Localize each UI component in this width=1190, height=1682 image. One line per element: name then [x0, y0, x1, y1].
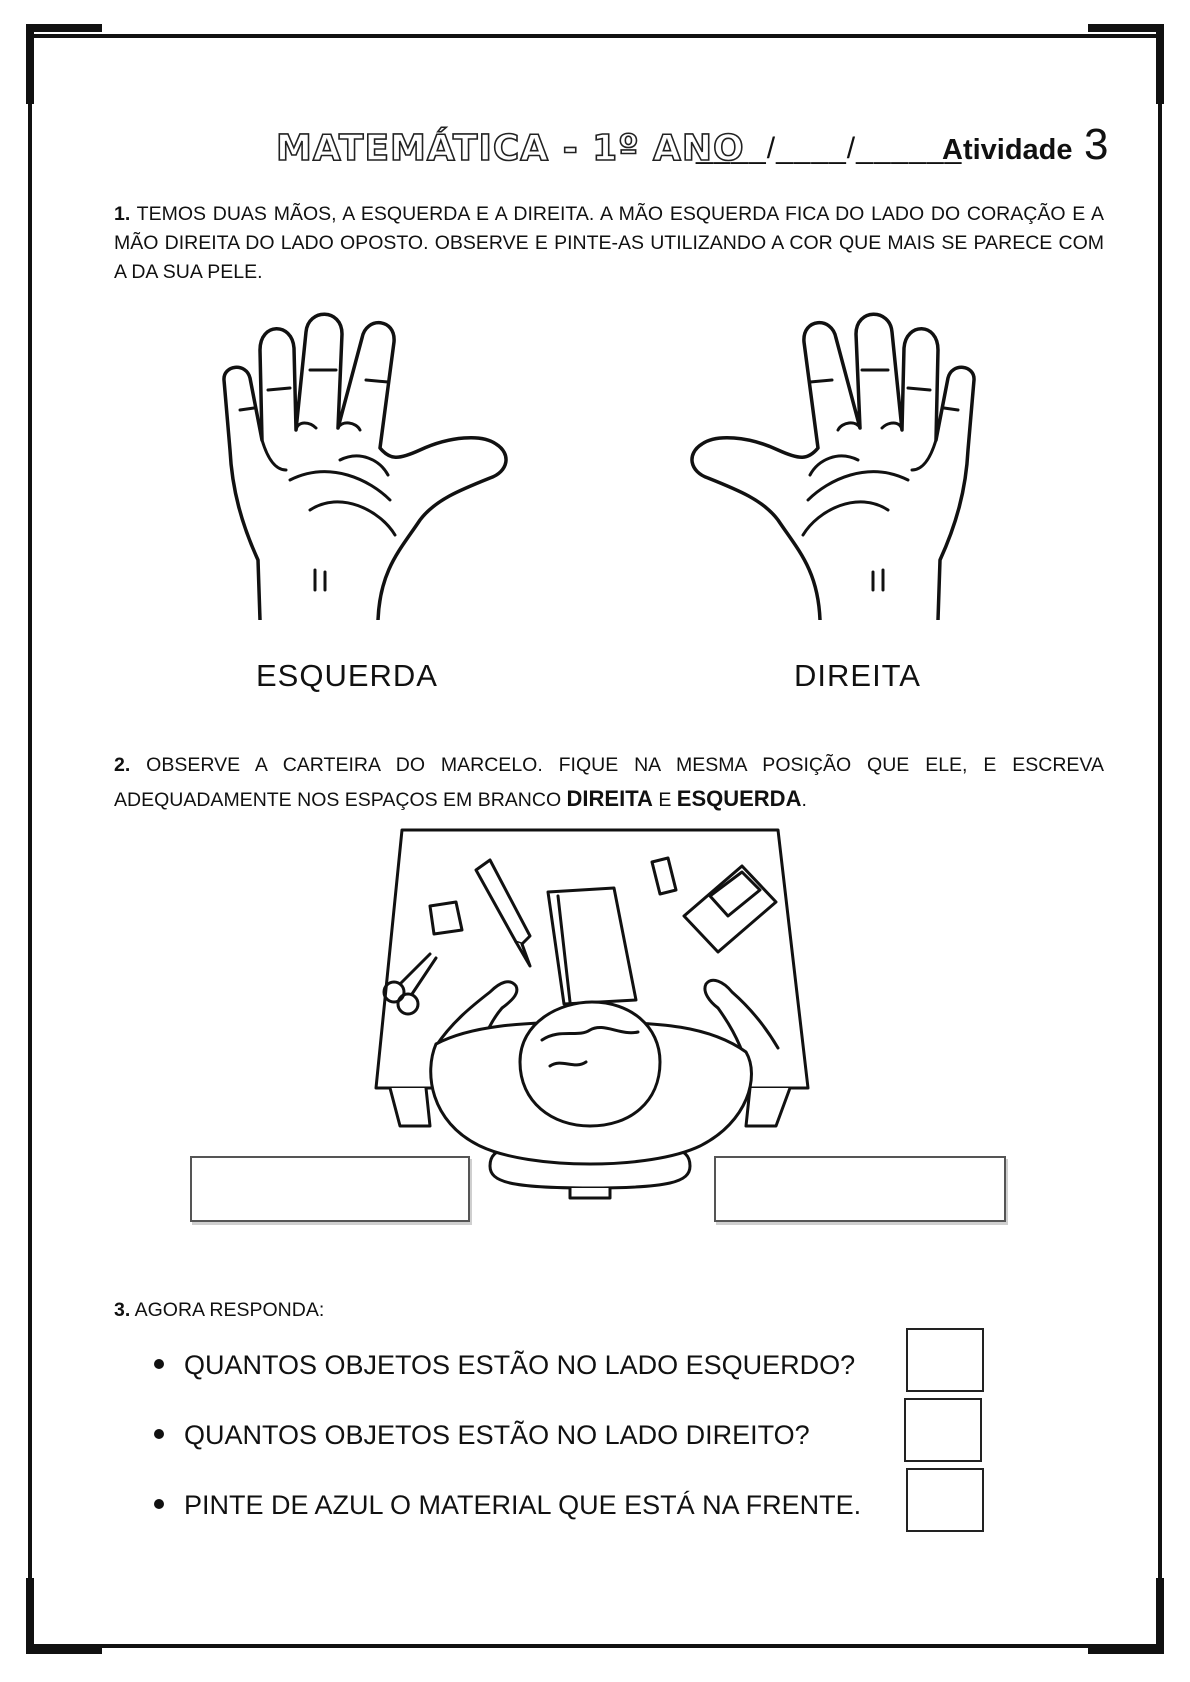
question-3-item-3: PINTE DE AZUL O MATERIAL QUE ESTÁ NA FRENTE.: [184, 1490, 862, 1520]
question-2-connector: E: [652, 789, 677, 811]
worksheet-title: MATEMÁTICA - 1º ANO: [276, 128, 745, 169]
question-3-item-1: QUANTOS OBJETOS ESTÃO NO LADO ESQUERDO?: [184, 1350, 856, 1380]
question-3-number: 3.: [114, 1299, 131, 1321]
desk-leg-left: [390, 1088, 430, 1126]
answer-square-2[interactable]: [904, 1398, 982, 1462]
question-2-end: .: [801, 789, 807, 811]
word-esquerda: ESQUERDA: [676, 786, 802, 811]
question-3: [114, 1296, 1104, 1325]
corner-top-left: [26, 24, 34, 104]
question-3-text: AGORA RESPONDA:: [134, 1299, 325, 1321]
question-2-number: 2.: [114, 754, 131, 776]
question-1-text: TEMOS DUAS MÃOS, A ESQUERDA E A DIREITA. A MÃO ESQUERDA FICA DO LADO DO CORAÇÃO E A MÃO DIREITA DO LADO OPOSTO. OBSERVE E PINTE-AS UTILIZANDO A COR QUE MAIS SE PARECE COM A DA SUA PELE.: [114, 203, 1104, 283]
corner-bottom-right-h: [1088, 1646, 1164, 1654]
corner-top-right-h: [1088, 24, 1164, 32]
question-1-number: 1.: [114, 203, 131, 225]
worksheet-header: [276, 120, 1116, 180]
date-field[interactable]: ____/____/______: [696, 132, 963, 165]
desk-leg-right: [746, 1088, 790, 1126]
answer-box-right[interactable]: [714, 1156, 1006, 1222]
answer-box-left[interactable]: [190, 1156, 470, 1222]
right-hand-label: DIREITA: [794, 658, 921, 693]
word-direita: DIREITA: [566, 786, 653, 811]
corner-bottom-left-h: [26, 1646, 102, 1654]
corner-top-right: [1156, 24, 1164, 104]
left-hand-label: ESQUERDA: [256, 658, 438, 693]
activity-label: Atividade: [942, 134, 1073, 166]
bullet-icon: [154, 1499, 164, 1509]
corner-bottom-right: [1156, 1578, 1164, 1654]
answer-square-1[interactable]: [906, 1328, 984, 1392]
left-hand-drawing[interactable]: [220, 310, 540, 620]
corner-bottom-left: [26, 1578, 34, 1654]
question-3-item-2: QUANTOS OBJETOS ESTÃO NO LADO DIREITO?: [184, 1420, 810, 1450]
bullet-icon: [154, 1359, 164, 1369]
question-2: [114, 748, 1104, 817]
activity-number: 3: [1084, 120, 1109, 169]
question-2-text: OBSERVE A CARTEIRA DO MARCELO. FIQUE NA MESMA POSIÇÃO QUE ELE, E ESCREVA ADEQUADAMENTE NOS ESPAÇOS EM BRANCO: [114, 754, 1104, 811]
right-hand-drawing[interactable]: [658, 310, 978, 620]
boy-head: [520, 1002, 660, 1126]
answer-square-3[interactable]: [906, 1468, 984, 1532]
corner-top-left-h: [26, 24, 102, 32]
bullet-icon: [154, 1429, 164, 1439]
sharpener-drawing: [430, 902, 462, 934]
question-1: [114, 200, 1104, 287]
